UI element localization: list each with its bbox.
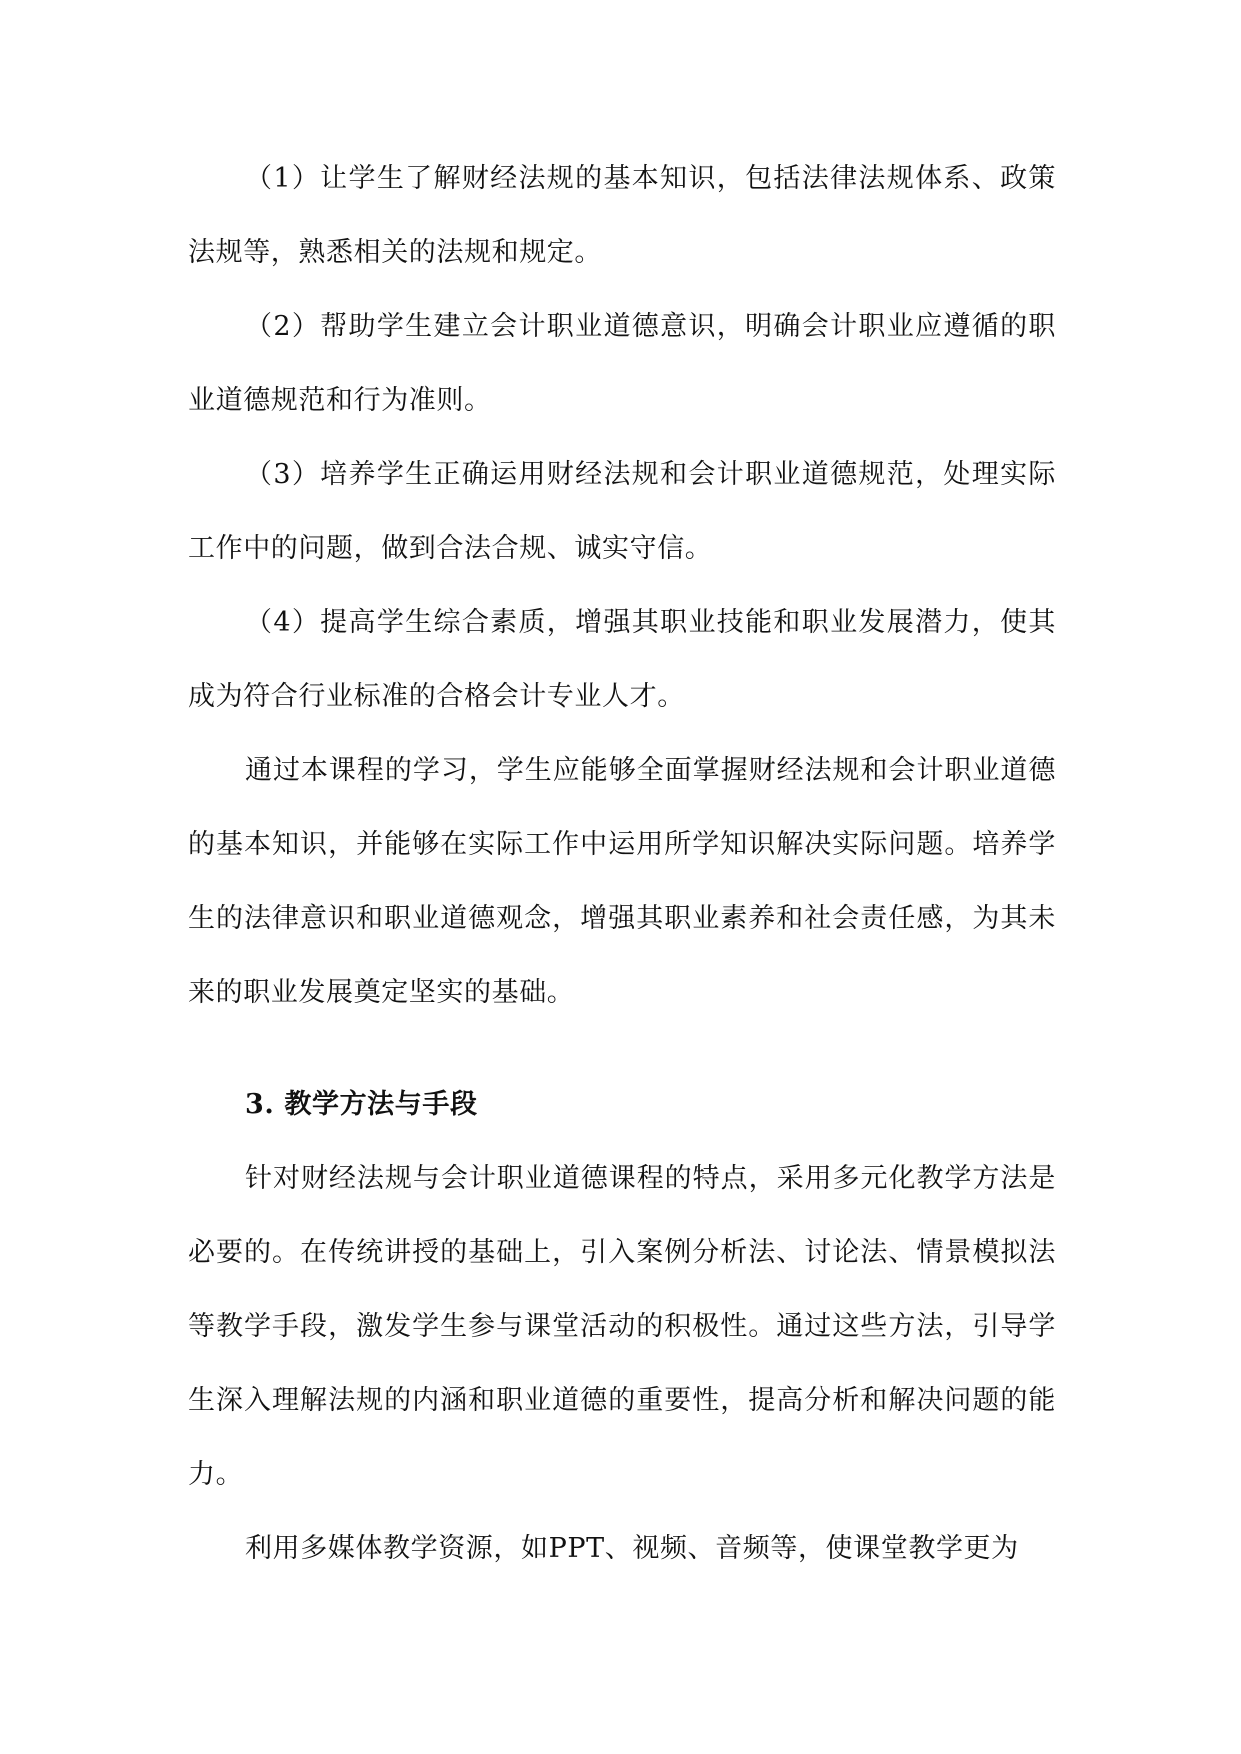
page-content bbox=[188, 142, 1056, 1586]
objective-paragraph-4: （4）提高学生综合素质，增强其职业技能和职业发展潜力，使其成为符合行业标准的合格会计专业人才。 bbox=[188, 607, 1056, 712]
objective-paragraph-3: （3）培养学生正确运用财经法规和会计职业道德规范，处理实际工作中的问题，做到合法合规、诚实守信。 bbox=[188, 459, 1056, 564]
objective-paragraph-1: （1）让学生了解财经法规的基本知识，包括法律法规体系、政策法规等，熟悉相关的法规和规定。 bbox=[188, 163, 1056, 268]
multimedia-paragraph: 利用多媒体教学资源，如PPT、视频、音频等，使课堂教学更为 bbox=[245, 1533, 1019, 1564]
summary-paragraph: 通过本课程的学习，学生应能够全面掌握财经法规和会计职业道德的基本知识，并能够在实际工作中运用所学知识解决实际问题。培养学生的法律意识和职业道德观念，增强其职业素养和社会责任感，为其未来的职业发展奠定坚实的基础。 bbox=[188, 755, 1056, 1008]
section-heading: 3. 教学方法与手段 bbox=[245, 1089, 478, 1120]
methods-paragraph: 针对财经法规与会计职业道德课程的特点，采用多元化教学方法是必要的。在传统讲授的基础上，引入案例分析法、讨论法、情景模拟法等教学手段，激发学生参与课堂活动的积极性。通过这些方法，引导学生深入理解法规的内涵和职业道德的重要性，提高分析和解决问题的能力。 bbox=[188, 1163, 1056, 1490]
objective-paragraph-2: （2）帮助学生建立会计职业道德意识，明确会计职业应遵循的职业道德规范和行为准则。 bbox=[188, 311, 1056, 416]
